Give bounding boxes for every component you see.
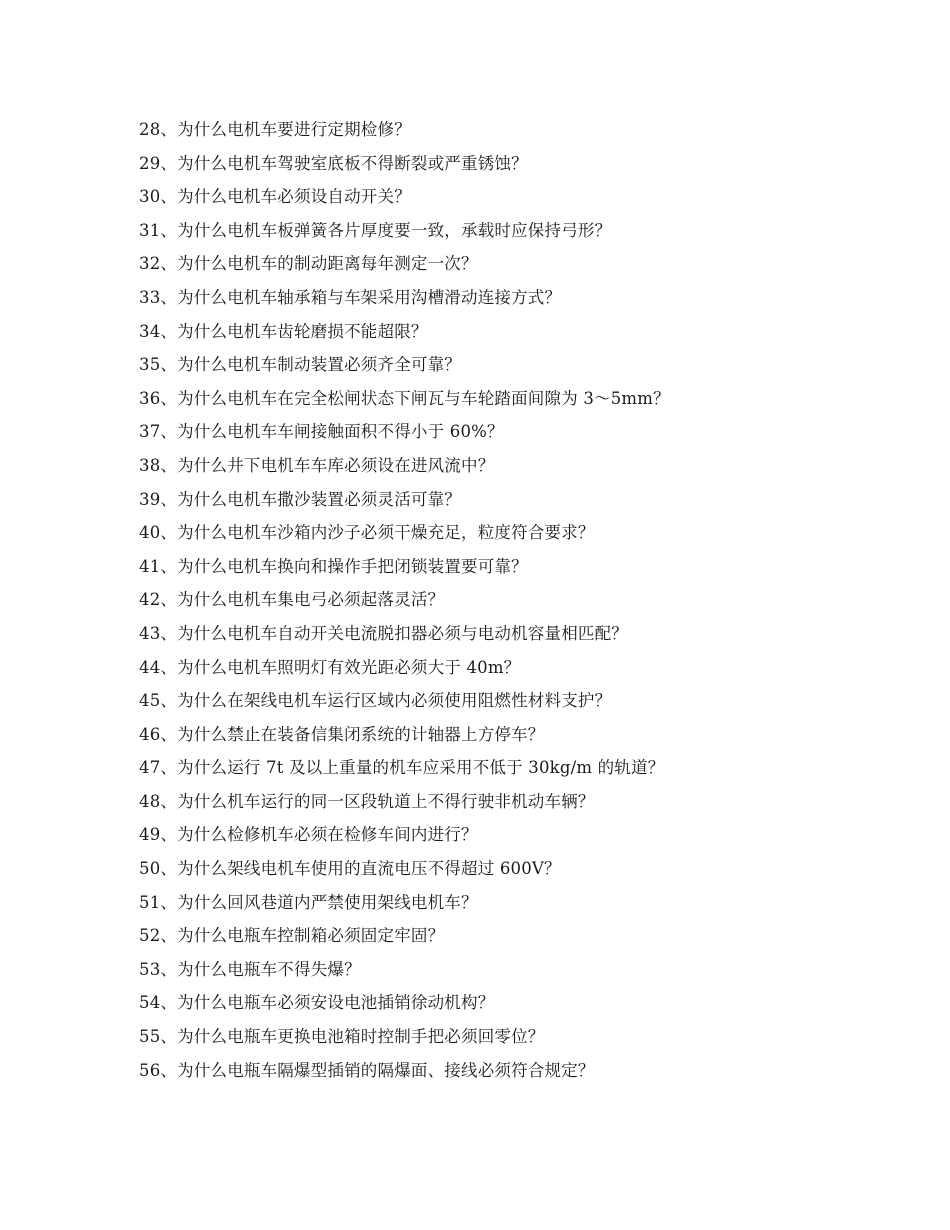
question-41: 41、为什么电机车换向和操作手把闭锁装置要可靠？ [139, 556, 528, 576]
question-55: 55、为什么电瓶车更换电池箱时控制手把必须回零位？ [139, 1027, 545, 1047]
question-49: 49、为什么检修机车必须在检修车间内进行？ [139, 825, 478, 845]
question-29: 29、为什么电机车驾驶室底板不得断裂或严重锈蚀？ [139, 153, 528, 173]
question-47: 47、为什么运行 7t 及以上重量的机车应采用不低于 30kg/m 的轨道？ [139, 758, 665, 778]
question-34: 34、为什么电机车齿轮磨损不能超限？ [139, 321, 428, 341]
question-48: 48、为什么机车运行的同一区段轨道上不得行驶非机动车辆？ [139, 791, 595, 811]
question-38: 38、为什么井下电机车车库必须设在进风流中？ [139, 455, 495, 475]
question-46: 46、为什么禁止在装备信集闭系统的计轴器上方停车？ [139, 724, 545, 744]
question-51: 51、为什么回风巷道内严禁使用架线电机车？ [139, 892, 478, 912]
question-56: 56、为什么电瓶车隔爆型插销的隔爆面、接线必须符合规定？ [139, 1060, 595, 1080]
question-32: 32、为什么电机车的制动距离每年测定一次？ [139, 254, 478, 274]
question-50: 50、为什么架线电机车使用的直流电压不得超过 600V？ [139, 859, 561, 879]
question-45: 45、为什么在架线电机车运行区域内必须使用阻燃性材料支护？ [139, 691, 612, 711]
question-54: 54、为什么电瓶车必须安设电池插销徐动机构？ [139, 993, 495, 1013]
question-42: 42、为什么电机车集电弓必须起落灵活？ [139, 590, 445, 610]
question-39: 39、为什么电机车撒沙装置必须灵活可靠？ [139, 489, 461, 509]
question-36: 36、为什么电机车在完全松闸状态下闸瓦与车轮踏面间隙为 3～5mm？ [139, 388, 670, 408]
question-28: 28、为什么电机车要进行定期检修？ [139, 120, 411, 139]
question-37: 37、为什么电机车车闸接触面积不得小于 60%？ [139, 422, 504, 442]
question-43: 43、为什么电机车自动开关电流脱扣器必须与电动机容量相匹配？ [139, 623, 628, 643]
question-30: 30、为什么电机车必须设自动开关？ [139, 187, 411, 207]
question-list [139, 117, 859, 1091]
question-35: 35、为什么电机车制动装置必须齐全可靠？ [139, 355, 461, 375]
question-31: 31、为什么电机车板弹簧各片厚度要一致，承载时应保持弓形？ [139, 220, 612, 240]
question-40: 40、为什么电机车沙箱内沙子必须干燥充足，粒度符合要求？ [139, 523, 595, 543]
question-52: 52、为什么电瓶车控制箱必须固定牢固？ [139, 926, 445, 946]
question-44: 44、为什么电机车照明灯有效光距必须大于 40m？ [139, 657, 521, 677]
question-33: 33、为什么电机车轴承箱与车架采用沟槽滑动连接方式？ [139, 287, 562, 307]
question-53: 53、为什么电瓶车不得失爆？ [139, 959, 361, 979]
